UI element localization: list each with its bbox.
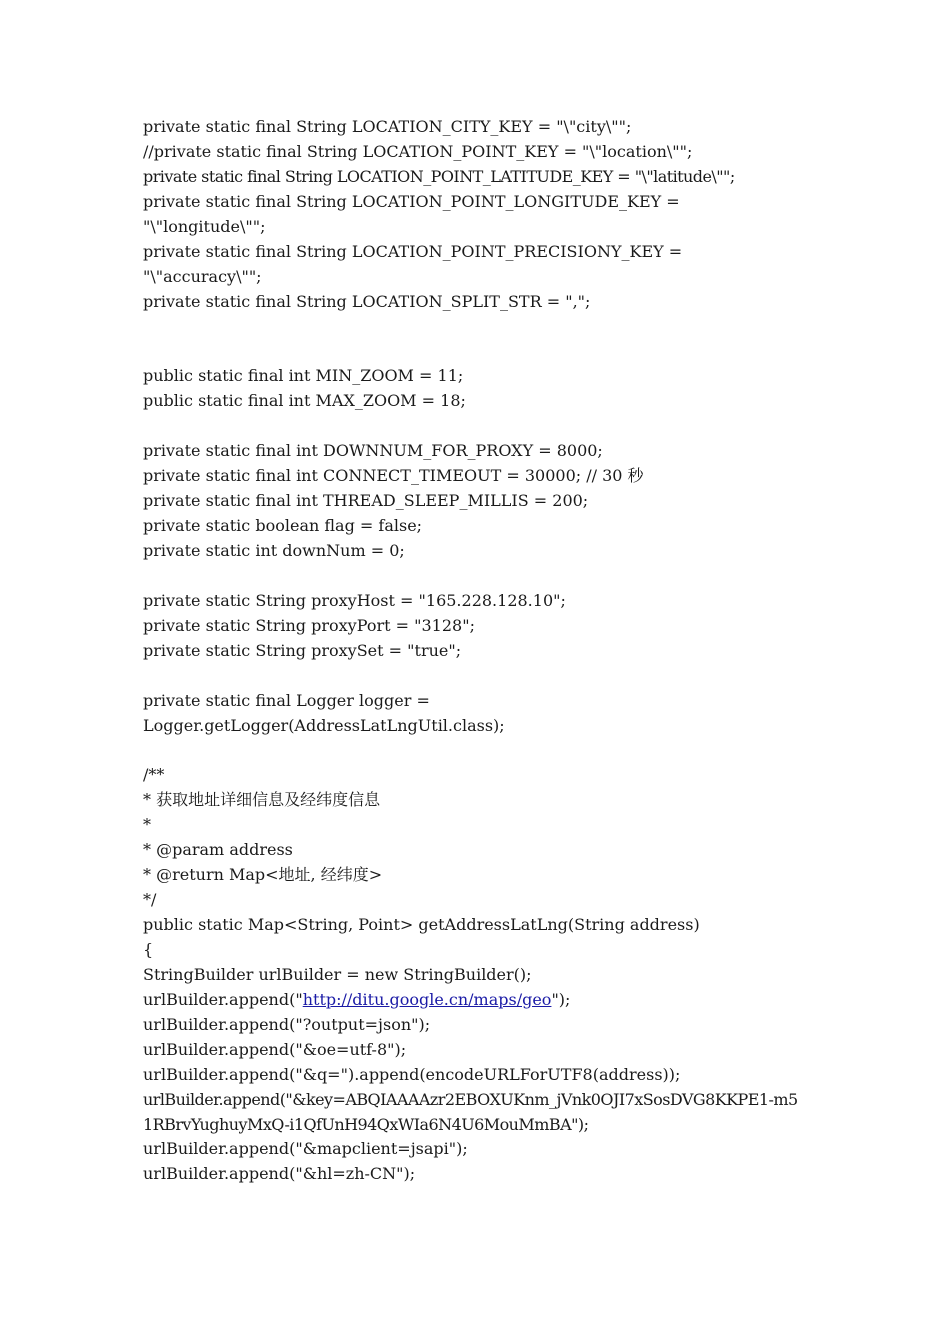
code-line: public static final int MIN_ZOOM = 11; xyxy=(143,366,464,386)
code-line: private static final String LOCATION_POINT_LATITUDE_KEY = "\"latitude\""; xyxy=(143,166,735,186)
code-line: private static final String LOCATION_CITY_KEY = "\"city\""; xyxy=(143,117,632,136)
code-line: urlBuilder.append("&q=").append(encodeURLForUTF8(address)); xyxy=(143,1064,681,1084)
code-line: private static final int THREAD_SLEEP_MILLIS = 200; xyxy=(143,491,589,511)
code-line xyxy=(143,339,833,364)
code-line: * @return Map<地址, 经纬度> xyxy=(143,865,383,885)
code-line: private static String proxySet = "true"; xyxy=(143,640,462,660)
url-link[interactable]: http://ditu.google.cn/maps/geo xyxy=(302,989,552,1009)
code-text: urlBuilder.append(" xyxy=(143,989,303,1009)
code-line xyxy=(143,664,833,689)
code-line: private static final int CONNECT_TIMEOUT = 30000; // 30 秒 xyxy=(143,466,644,486)
code-text: "); xyxy=(551,989,571,1009)
code-line: public static final int MAX_ZOOM = 18; xyxy=(143,391,466,411)
code-line: private static final String LOCATION_SPLIT_STR = ","; xyxy=(143,291,591,311)
code-line: { xyxy=(143,939,154,959)
code-line: StringBuilder urlBuilder = new StringBuilder(); xyxy=(143,964,532,984)
code-line: private static final String LOCATION_POINT_LONGITUDE_KEY = xyxy=(143,191,680,211)
code-line: public static Map<String, Point> getAddressLatLng(String address) xyxy=(143,915,700,934)
code-line xyxy=(143,738,833,763)
code-line: "\"accuracy\""; xyxy=(143,266,262,286)
code-line: Logger.getLogger(AddressLatLngUtil.class); xyxy=(143,715,505,735)
code-line: * 获取地址详细信息及经纬度信息 xyxy=(143,790,381,810)
code-line: urlBuilder.append("&oe=utf-8"); xyxy=(143,1039,407,1059)
code-line: private static final int DOWNNUM_FOR_PROXY = 8000; xyxy=(143,441,603,461)
code-line: urlBuilder.append("?output=json"); xyxy=(143,1014,431,1034)
code-line: //private static final String LOCATION_POINT_KEY = "\"location\""; xyxy=(143,141,693,161)
code-line: private static final Logger logger = xyxy=(143,690,430,710)
code-line xyxy=(143,988,833,1013)
code-line: private static String proxyHost = "165.228.128.10"; xyxy=(143,590,566,610)
code-line xyxy=(143,315,833,340)
code-line: private static final String LOCATION_POINT_PRECISIONY_KEY = xyxy=(143,241,683,261)
code-line xyxy=(143,414,833,439)
code-line: 1RBrvYughuyMxQ-i1QfUnH94QxWIa6N4U6MouMmBA"); xyxy=(143,1114,589,1134)
code-line: private static String proxyPort = "3128"; xyxy=(143,615,475,635)
code-line: urlBuilder.append("&mapclient=jsapi"); xyxy=(143,1139,468,1159)
code-listing xyxy=(143,115,833,1187)
code-line: "\"longitude\""; xyxy=(143,216,266,236)
code-line xyxy=(143,564,833,589)
code-line: * xyxy=(143,815,151,835)
code-line: * @param address xyxy=(143,840,293,860)
code-line: private static int downNum = 0; xyxy=(143,540,405,560)
code-line: private static boolean flag = false; xyxy=(143,516,423,535)
code-line: urlBuilder.append("&key=ABQIAAAAzr2EBOXUKnm_jVnk0OJI7xSosDVG8KKPE1-m5 xyxy=(143,1089,798,1109)
code-line: urlBuilder.append("&hl=zh-CN"); xyxy=(143,1164,416,1184)
code-line: */ xyxy=(143,890,157,910)
code-line: /** xyxy=(143,765,165,785)
